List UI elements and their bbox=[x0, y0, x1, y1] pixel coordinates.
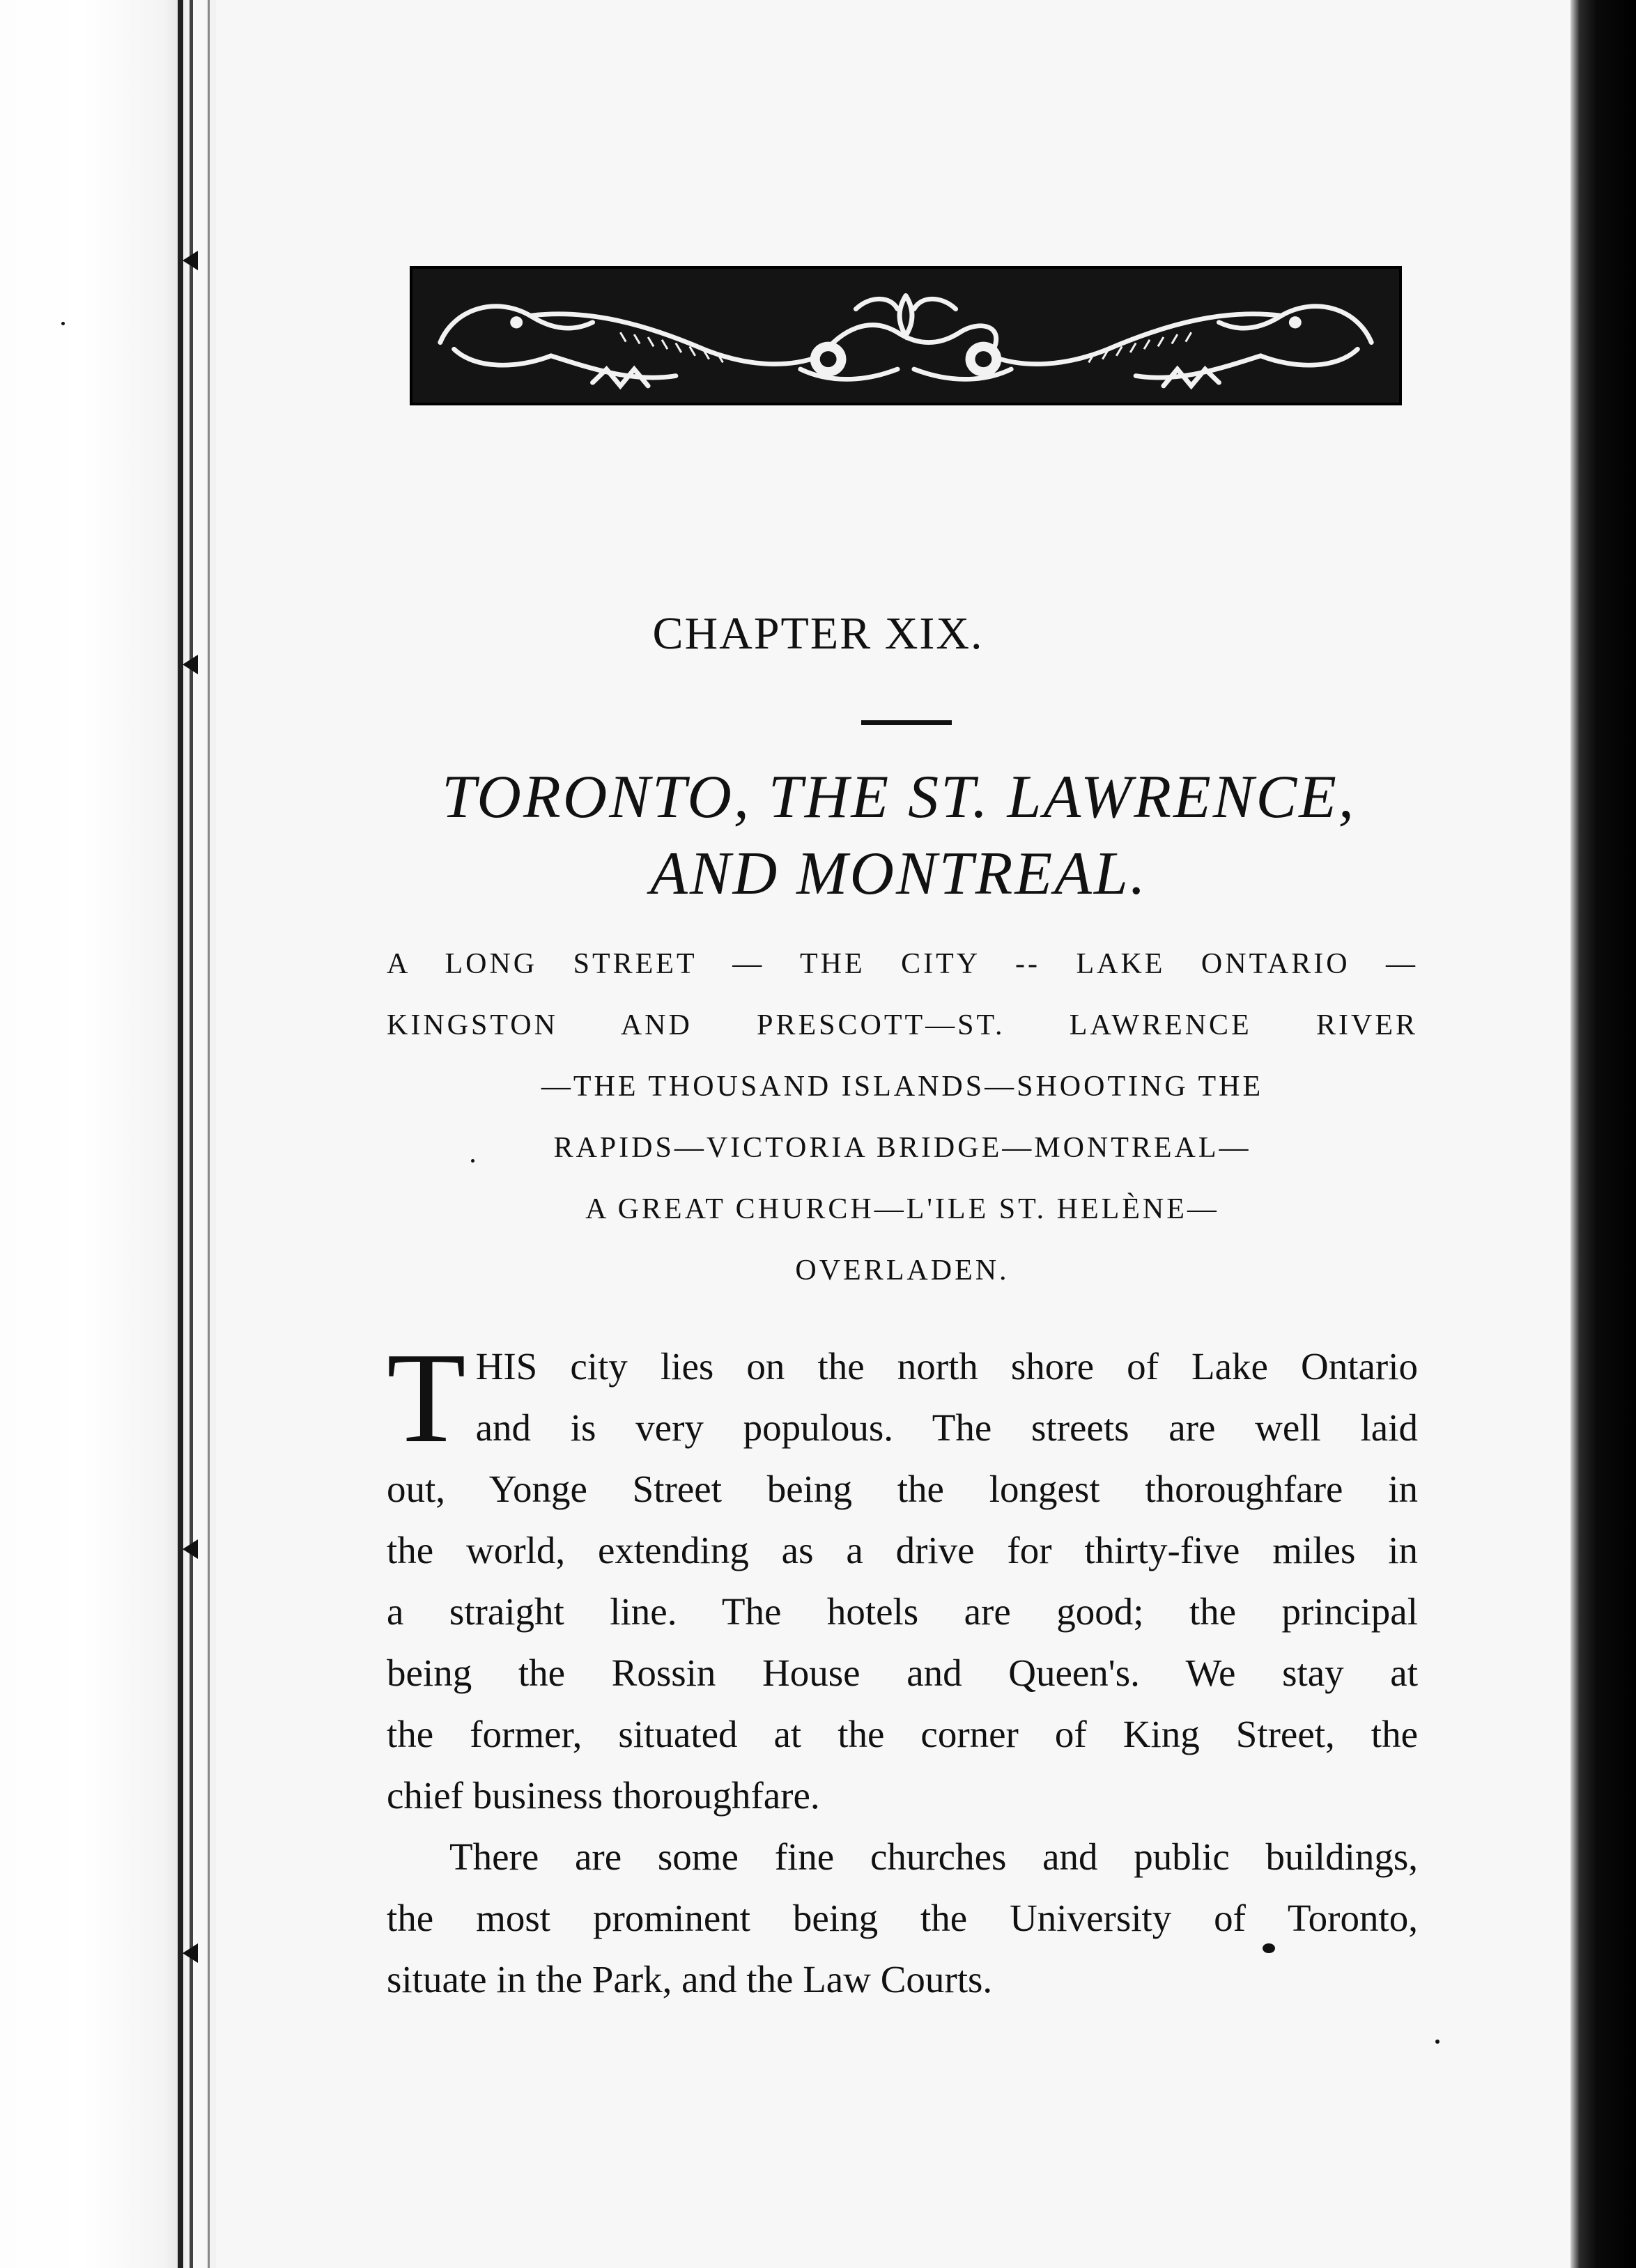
ink-speck bbox=[1263, 1943, 1275, 1953]
ink-speck bbox=[61, 322, 65, 325]
chapter-synopsis bbox=[387, 933, 1418, 1301]
text-line: a straight line. The hotels are good; the principal bbox=[387, 1590, 1418, 1633]
text-line: chief business thoroughfare. bbox=[387, 1774, 820, 1817]
synopsis-line: OVERLADEN. bbox=[795, 1255, 1010, 1287]
text-line: out, Yonge Street being the longest thoroughfare in bbox=[387, 1468, 1418, 1510]
dolphin-ornament-icon bbox=[412, 269, 1399, 403]
synopsis-line: —THE THOUSAND ISLANDS—SHOOTING THE bbox=[541, 1071, 1264, 1103]
chapter-heading-line: AND MONTREAL. bbox=[650, 840, 1148, 908]
paragraph bbox=[387, 1826, 1418, 2010]
text-line: being the Rossin House and Queen's. We stay at bbox=[387, 1652, 1418, 1694]
synopsis-line: RAPIDS—VICTORIA BRIDGE—MONTREAL— bbox=[553, 1132, 1251, 1164]
text-line: situate in the Park, and the Law Courts. bbox=[387, 1958, 993, 2001]
page-edge-line bbox=[208, 0, 210, 2268]
synopsis-line: A GREAT CHURCH—L'ILE ST. HELÈNE— bbox=[585, 1193, 1219, 1225]
title-rule bbox=[861, 720, 952, 725]
right-page-edge bbox=[1571, 0, 1636, 2268]
paragraph bbox=[387, 1326, 1418, 1826]
text-line: There are some fine churches and public buildings, bbox=[449, 1835, 1418, 1878]
synopsis-line: A LONG STREET — THE CITY -- LAKE ONTARIO — bbox=[387, 948, 1418, 980]
binding-line bbox=[190, 0, 193, 2268]
text-line: the former, situated at the corner of King Street, the bbox=[387, 1713, 1418, 1755]
chapter-heading bbox=[376, 759, 1421, 912]
text-line: HIS city lies on the north shore of Lake Ontario bbox=[475, 1345, 1418, 1388]
synopsis-line: KINGSTON AND PRESCOTT—ST. LAWRENCE RIVER bbox=[387, 1009, 1418, 1041]
text-line: the most prominent being the University of Toronto, bbox=[387, 1897, 1418, 1939]
chapter-heading-line: TORONTO, THE ST. LAWRENCE, bbox=[442, 763, 1356, 831]
drop-cap: T bbox=[387, 1326, 466, 1470]
text-line: the world, extending as a drive for thirty-five miles in bbox=[387, 1529, 1418, 1571]
header-ornament bbox=[410, 266, 1402, 405]
ink-speck bbox=[1435, 2040, 1440, 2044]
ink-speck bbox=[471, 1159, 474, 1163]
chapter-number: CHAPTER XIX. bbox=[652, 608, 984, 659]
body-text bbox=[387, 1326, 1418, 2010]
binding-line bbox=[178, 0, 183, 2268]
text-line: and is very populous. The streets are well laid bbox=[475, 1406, 1418, 1449]
